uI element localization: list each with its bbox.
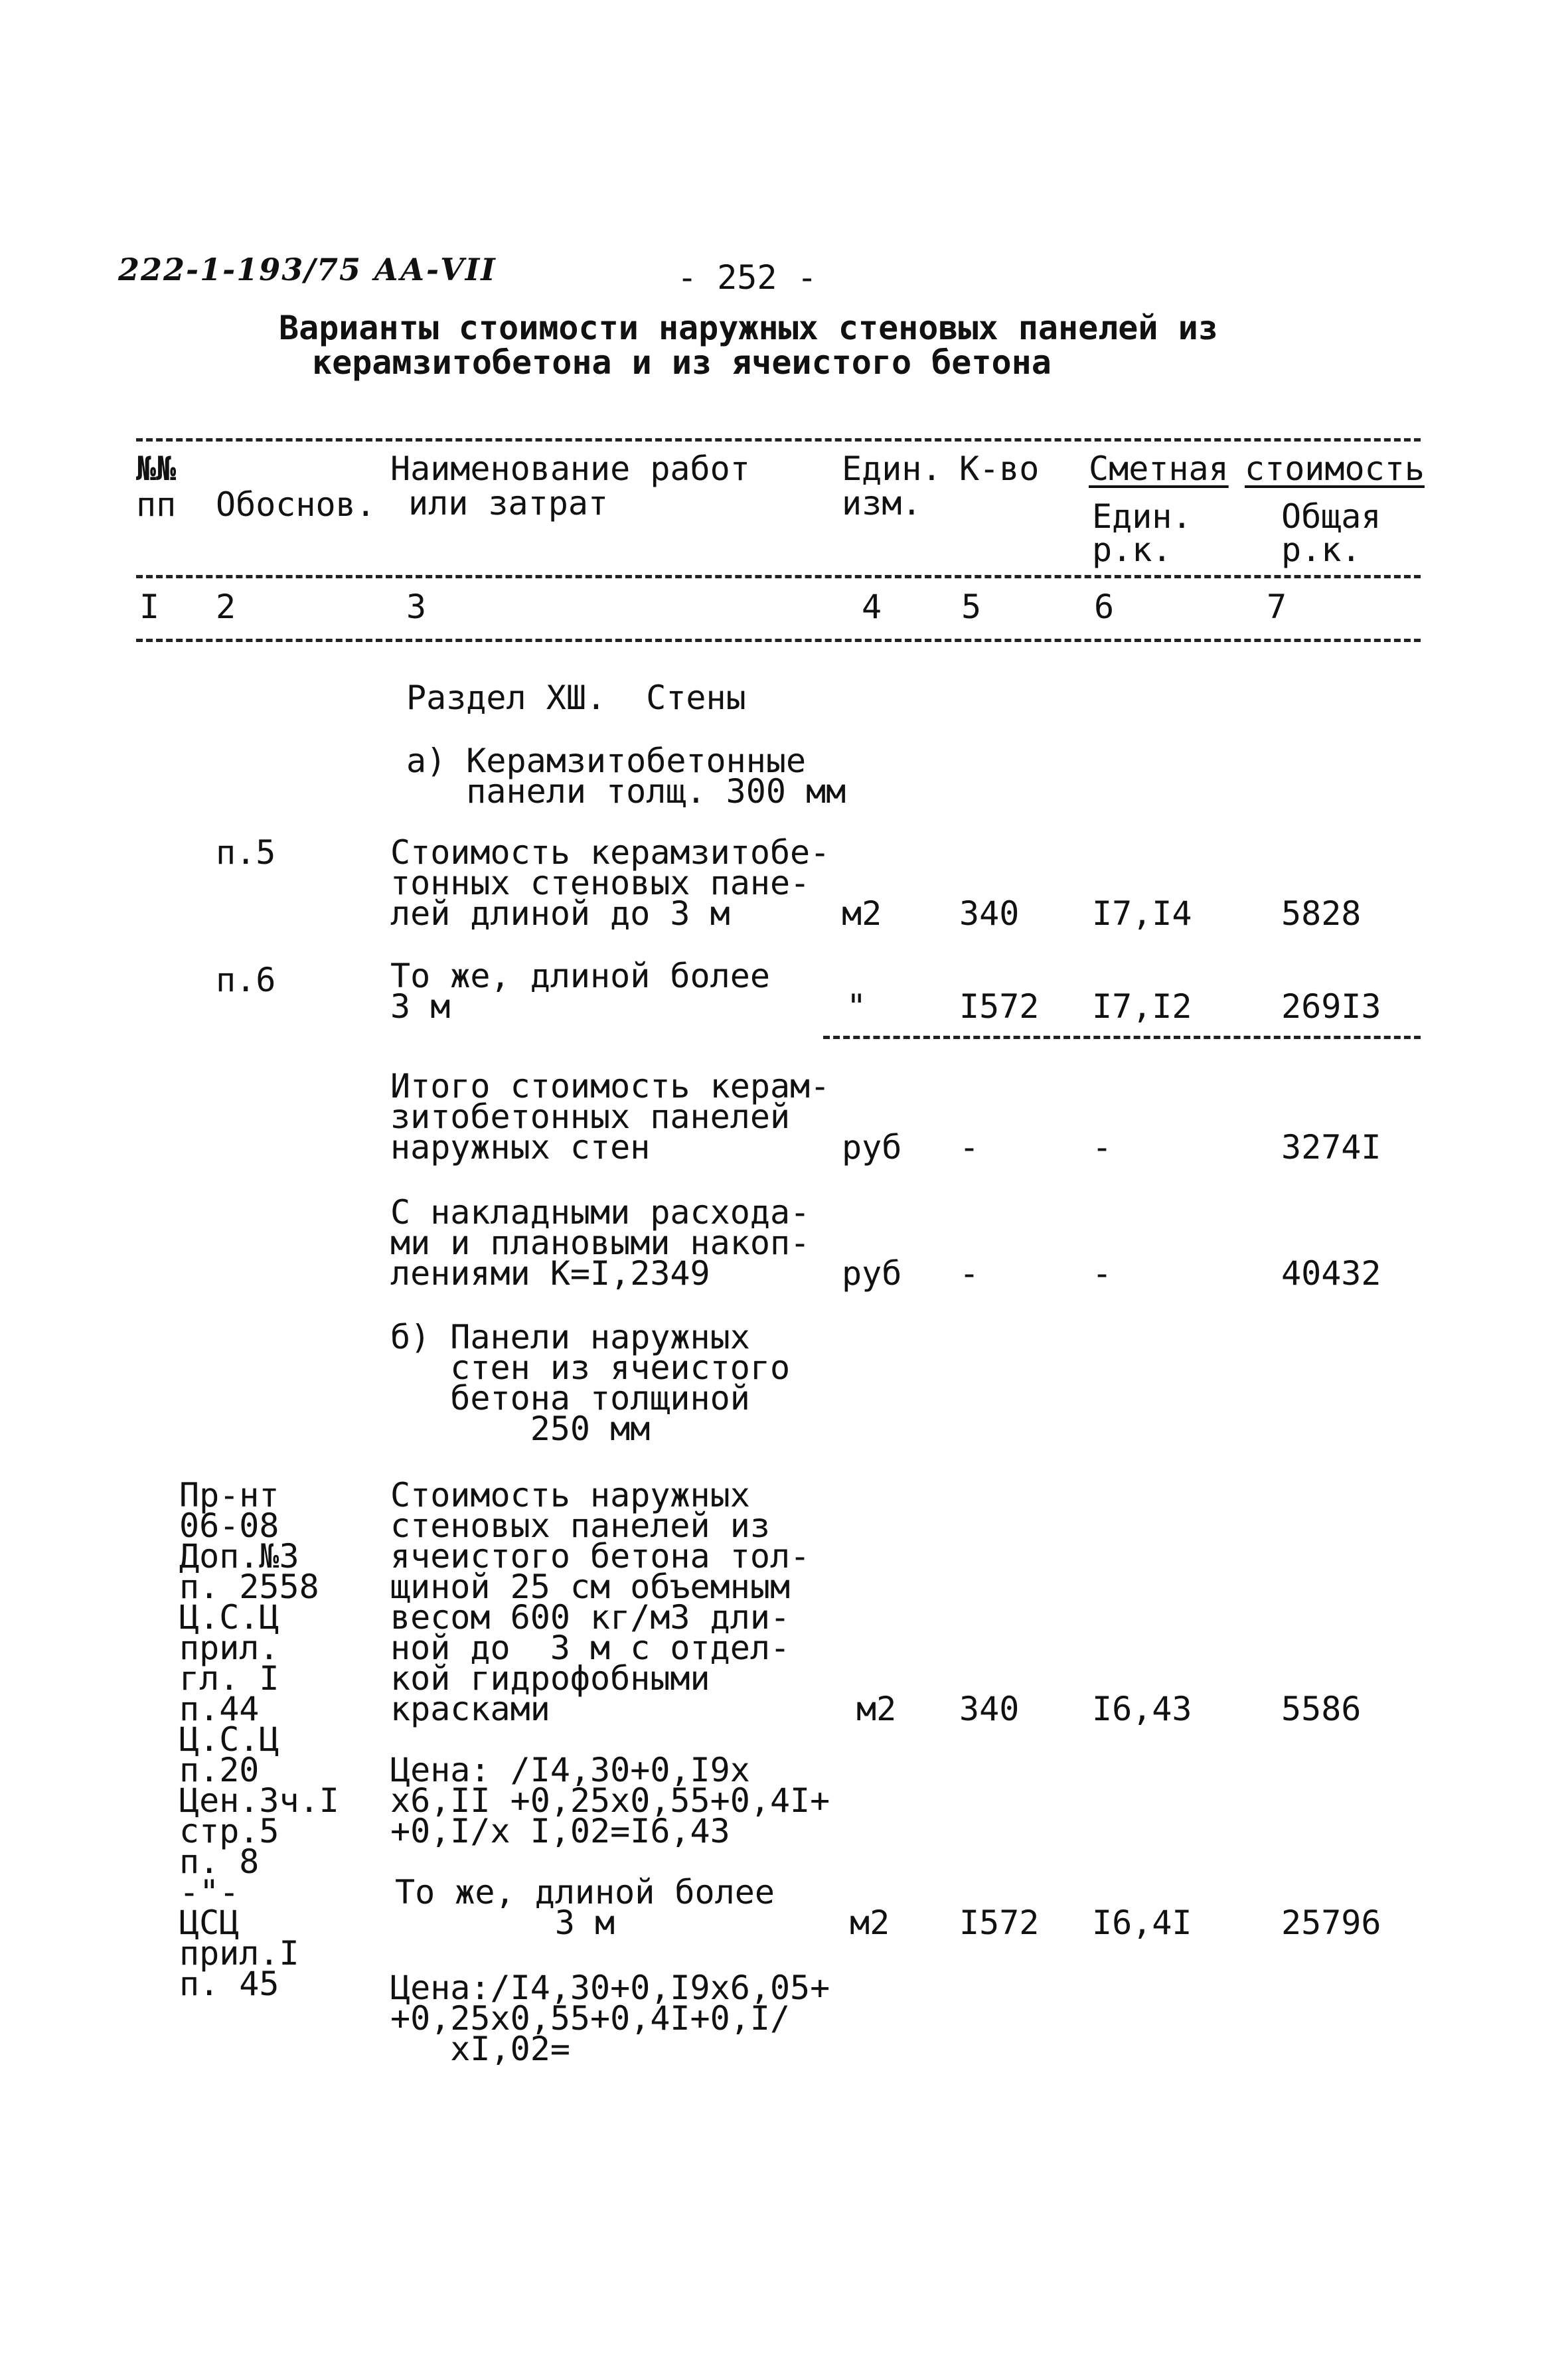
row4-unit: руб <box>842 1254 902 1293</box>
basis-line: 06-08 <box>179 1506 279 1545</box>
basis-line: п. 45 <box>179 1965 279 2003</box>
row4-total: 40432 <box>1281 1254 1381 1293</box>
basis-line: Доп.№3 <box>179 1537 299 1576</box>
row3-unit: руб <box>842 1128 902 1167</box>
page-title-line2: керамзитобетона и из ячеистого бетона <box>312 343 1052 382</box>
row4-unit-price: - <box>1092 1254 1113 1293</box>
row4-name-line1: С накладными расхода- <box>390 1193 811 1232</box>
row5-name-line6: ной до 3 м с отдел- <box>390 1629 791 1667</box>
row2-unit: " <box>846 987 867 1026</box>
subsection-b-line2: стен из ячеистого <box>390 1348 791 1387</box>
subsection-b-line3: бетона толщиной <box>390 1379 750 1418</box>
group-header-left: Сметная <box>1089 449 1229 488</box>
row5-unit: м2 <box>856 1690 897 1728</box>
basis-line: п.20 <box>179 1751 260 1789</box>
row6-total: 25796 <box>1281 1904 1381 1942</box>
subsection-a-line1: а) Керамзитобетонные <box>406 742 807 780</box>
row3-unit-price: - <box>1092 1128 1113 1167</box>
row3-name-line3: наружных стен <box>390 1128 651 1167</box>
row1-unit: м2 <box>842 894 882 933</box>
basis-line: Ц.С.Ц <box>179 1598 279 1637</box>
basis-line: п. 2558 <box>179 1568 319 1606</box>
basis-line: Цен.3ч.I <box>179 1781 339 1820</box>
subsection-b-line4: 250 мм <box>390 1410 651 1448</box>
basis-line: п.44 <box>179 1690 260 1728</box>
basis-line: -"- <box>179 1873 240 1911</box>
row3-qty: - <box>959 1128 980 1167</box>
basis-line: стр.5 <box>179 1812 279 1850</box>
price-note1-line1: Цена: /I4,30+0,I9х <box>390 1751 750 1789</box>
row1-total: 5828 <box>1281 894 1362 933</box>
subtotal-rule <box>823 1036 1421 1039</box>
row6-name-line1: То же, длиной более <box>395 1873 775 1911</box>
row1-name-line1: Стоимость керамзитобе- <box>390 833 830 872</box>
row5-name-line4: щиной 25 см объемным <box>390 1568 791 1606</box>
row5-name-line5: весом 600 кг/м3 дли- <box>390 1598 791 1637</box>
group-header-right: стоимость <box>1245 449 1425 488</box>
row5-name-line7: кой гидрофобными <box>390 1659 710 1698</box>
row2-qty: I572 <box>959 987 1040 1026</box>
row4-qty: - <box>959 1254 980 1293</box>
row3-name-line2: зитобетонных панелей <box>390 1097 791 1136</box>
row5-name-line1: Стоимость наружных <box>390 1476 750 1514</box>
row6-name-line2: 3 м <box>395 1904 615 1942</box>
col-number-2: 2 <box>216 588 236 626</box>
col2-header: Обоснов. <box>216 485 376 524</box>
row5-name-line8: красками <box>390 1690 550 1728</box>
row3-name-line1: Итого стоимость керам- <box>390 1067 830 1105</box>
price-note1-line2: х6,II +0,25х0,55+0,4I+ <box>390 1781 830 1820</box>
col3-header-line2: или затрат <box>408 484 609 523</box>
basis-line: п. 8 <box>179 1842 260 1881</box>
page-title-line1: Варианты стоимости наружных стеновых панелей из <box>279 309 1218 347</box>
row5-unit-price: I6,43 <box>1092 1690 1192 1728</box>
row1-qty: 340 <box>959 894 1020 933</box>
document-code: 222-1-193/75 АА-VII <box>118 252 497 287</box>
row2-name-line2: 3 м <box>390 987 451 1026</box>
basis-line: ЦСЦ <box>179 1904 240 1942</box>
col7-header-line2: р.к. <box>1281 530 1362 569</box>
col-number-4: 4 <box>862 588 882 626</box>
row6-unit: м2 <box>850 1904 890 1942</box>
row1-name-line2: тонных стеновых пане- <box>390 864 811 902</box>
price-note1-line3: +0,I/х I,02=I6,43 <box>390 1812 730 1850</box>
row2-total: 269I3 <box>1281 987 1381 1026</box>
row5-name-line2: стеновых панелей из <box>390 1506 770 1545</box>
col6-header-line1: Един. <box>1092 497 1192 536</box>
row6-qty: I572 <box>959 1904 1040 1942</box>
row4-name-line3: лениями К=I,2349 <box>390 1254 710 1293</box>
col-number-7: 7 <box>1267 588 1287 626</box>
subsection-b-line1: б) Панели наружных <box>390 1318 750 1356</box>
row1-basis: п.5 <box>216 833 276 872</box>
col4-header-line1: Един. <box>842 449 942 488</box>
col-number-5: 5 <box>961 588 982 626</box>
price-note2-line3: хI,02= <box>390 2030 570 2068</box>
col7-header-line1: Общая <box>1281 497 1381 536</box>
table-top-rule <box>136 438 1421 442</box>
basis-line: прил.I <box>179 1934 299 1973</box>
basis-line: Пр-нт <box>179 1476 279 1514</box>
row1-name-line3: лей длиной до 3 м <box>390 894 730 933</box>
col5-header: К-во <box>959 449 1040 488</box>
col1-header-line2: пп <box>136 485 177 524</box>
col4-header-line2: изм. <box>842 484 922 523</box>
col3-header-line1: Наименование работ <box>390 449 750 488</box>
basis-line: гл. I <box>179 1659 279 1698</box>
row5-total: 5586 <box>1281 1690 1362 1728</box>
col-number-3: 3 <box>406 588 427 626</box>
section-title: Раздел XШ. Стены <box>406 679 746 717</box>
price-note2-line2: +0,25х0,55+0,4I+0,I/ <box>390 1999 791 2038</box>
subsection-a-line2: панели толщ. 300 мм <box>406 772 846 811</box>
row2-basis: п.6 <box>216 961 276 999</box>
row5-qty: 340 <box>959 1690 1020 1728</box>
table-header-rule <box>136 575 1421 578</box>
row6-unit-price: I6,4I <box>1092 1904 1192 1942</box>
row2-unit-price: I7,I2 <box>1092 987 1192 1026</box>
row2-name-line1: То же, длиной более <box>390 957 770 995</box>
basis-line: прил. <box>179 1629 279 1667</box>
col6-header-line2: р.к. <box>1092 530 1172 569</box>
table-column-numbers-rule <box>136 639 1421 642</box>
row3-total: 3274I <box>1281 1128 1381 1167</box>
row1-unit-price: I7,I4 <box>1092 894 1192 933</box>
col-number-6: 6 <box>1094 588 1115 626</box>
basis-line: Ц.С.Ц <box>179 1720 279 1759</box>
row5-name-line3: ячеистого бетона тол- <box>390 1537 811 1576</box>
page-number: - 252 - <box>677 258 817 297</box>
col-number-1: I <box>139 588 160 626</box>
col1-header-line1: №№ <box>136 449 177 488</box>
row4-name-line2: ми и плановыми накоп- <box>390 1224 811 1262</box>
price-note2-line1: Цена:/I4,30+0,I9х6,05+ <box>390 1969 830 2007</box>
